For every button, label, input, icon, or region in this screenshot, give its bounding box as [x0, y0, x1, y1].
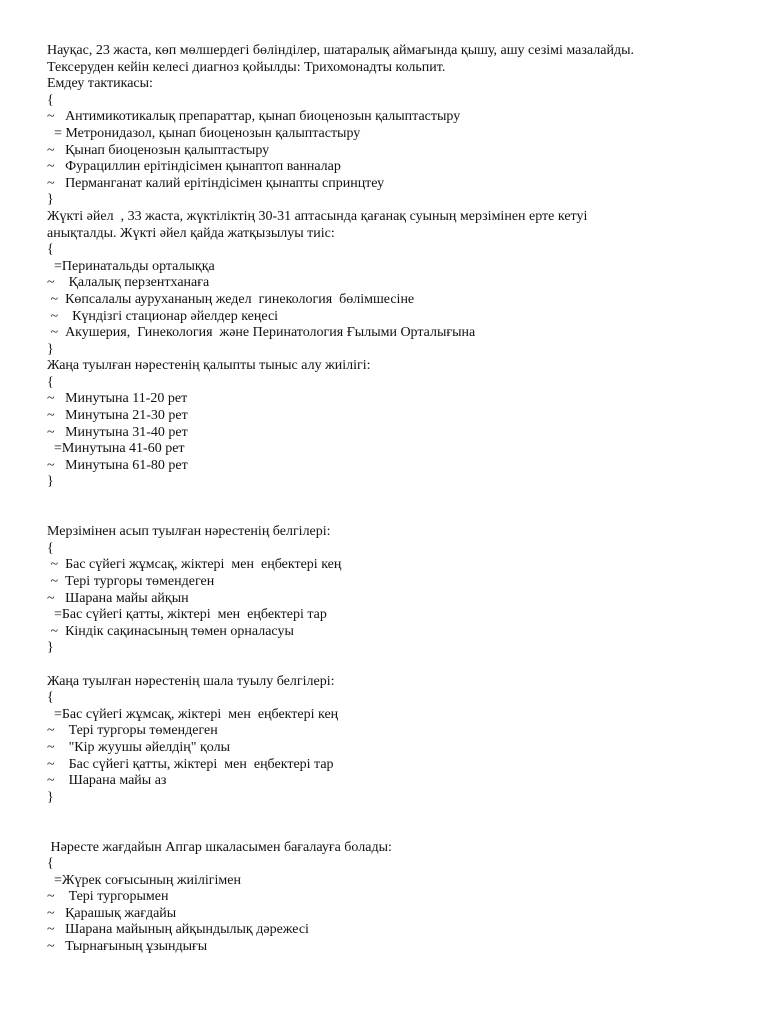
question-block — [47, 674, 747, 807]
question-stem-line: Мерзімінен асып туылған нәрестенің белгілері: — [47, 524, 331, 540]
answer-option-correct: =Перинатальды орталыққа — [47, 258, 215, 274]
answer-option: ~ Шарана майы айқын — [47, 590, 189, 606]
open-brace: { — [47, 92, 54, 108]
open-brace: { — [47, 690, 54, 706]
open-brace: { — [47, 374, 54, 390]
answer-option: ~ Қалалық перзентханаға — [47, 275, 210, 291]
answer-option-correct: =Бас сүйегі қатты, жіктері мен еңбектері тар — [47, 607, 327, 623]
answer-option-correct: =Жүрек соғысының жиілігімен — [47, 872, 241, 888]
answer-option: ~ Бас сүйегі қатты, жіктері мен еңбектері тар — [47, 756, 334, 772]
close-brace: } — [47, 789, 54, 805]
answer-option: ~ Бас сүйегі жұмсақ, жіктері мен еңбектері кең — [47, 557, 342, 573]
answer-option: ~ Фурациллин ерітіндісімен қынаптоп ванналар — [47, 159, 341, 175]
question-stem-line: Жаңа туылған нәрестенің қалыпты тыныс алу жиілігі: — [47, 358, 371, 374]
answer-option: ~ Акушерия, Гинекология және Перинатология Ғылыми Орталығына — [47, 325, 476, 341]
question-block — [47, 524, 747, 657]
open-brace: { — [47, 856, 54, 872]
answer-option: ~ Күндізгі стационар әйелдер кеңесі — [47, 308, 279, 324]
question-stem-line: Науқас, 23 жаста, көп мөлшердегі бөліндiлер, шатаралық аймағында қышу, ашу сезімі мазалайды. — [47, 43, 634, 58]
close-brace: } — [47, 341, 54, 357]
answer-option: ~ Тері тургорымен — [47, 889, 169, 905]
answer-option: ~ "Кір жуушы әйелдің" қолы — [47, 739, 231, 755]
answer-option: ~ Тырнағының ұзындығы — [47, 939, 208, 955]
answer-option: ~ Антимикотикалық препараттар, қынап биоценозын қалыптастыру — [47, 109, 461, 125]
answer-option-correct: =Минутына 41-60 рет — [47, 441, 185, 457]
answer-option: ~ Минутына 31-40 рет — [47, 424, 188, 440]
question-block — [47, 43, 747, 209]
answer-option: ~ Шарана майының айқындылық дәрежесі — [47, 922, 309, 938]
answer-option: ~ Тері тургоры төмендеген — [47, 574, 215, 589]
question-stem-line: Жүкті әйел , 33 жаста, жүктіліктің 30-31 аптасында қағанақ суының мерзімінен ерте кетуі — [47, 208, 588, 224]
answer-option: ~ Кіндік сақинасының төмен орналасуы — [47, 623, 294, 639]
question-stem-line: анықталды. Жүкті әйел қайда жатқызылуы тиіс: — [47, 225, 335, 241]
answer-option: ~ Перманганат калий ерітіндісімен қынапты спринцтеу — [47, 175, 385, 191]
question-stem-line: Жаңа туылған нәрестенің шала туылу белгілері: — [47, 673, 335, 689]
question-stem-line: Тексеруден кейін келесі диагноз қойылды: Трихомонадты кольпит. — [47, 59, 446, 75]
spacer — [47, 491, 747, 524]
answer-option-correct: = Метронидазол, қынап биоценозын қалыптастыру — [47, 125, 361, 141]
question-stem-line: Нәресте жағдайын Апгар шкаласымен бағалауға болады: — [47, 839, 392, 855]
answer-option: ~ Шарана майы аз — [47, 773, 167, 789]
answer-option: ~ Минутына 21-30 рет — [47, 408, 188, 424]
document-body — [47, 43, 747, 956]
answer-option: ~ Тері тургоры төмендеген — [47, 723, 218, 739]
answer-option: ~ Қарашық жағдайы — [47, 905, 177, 921]
question-stem-line: Емдеу тактикасы: — [47, 76, 153, 92]
question-block — [47, 358, 747, 491]
spacer — [47, 657, 747, 674]
close-brace: } — [47, 640, 54, 656]
question-block — [47, 209, 747, 358]
answer-option: ~ Минутына 61-80 рет — [47, 457, 188, 473]
answer-option-correct: =Бас сүйегі жұмсақ, жіктері мен еңбектері кең — [47, 706, 339, 722]
open-brace: { — [47, 242, 54, 258]
spacer — [47, 806, 747, 839]
close-brace: } — [47, 192, 54, 208]
open-brace: { — [47, 540, 54, 556]
answer-option: ~ Көпсалалы аурухананың жедел гинекология бөлімшесіне — [47, 291, 415, 307]
close-brace: } — [47, 474, 54, 490]
question-block — [47, 840, 747, 956]
answer-option: ~ Минутына 11-20 рет — [47, 391, 188, 407]
answer-option: ~ Қынап биоценозын қалыптастыру — [47, 142, 270, 158]
